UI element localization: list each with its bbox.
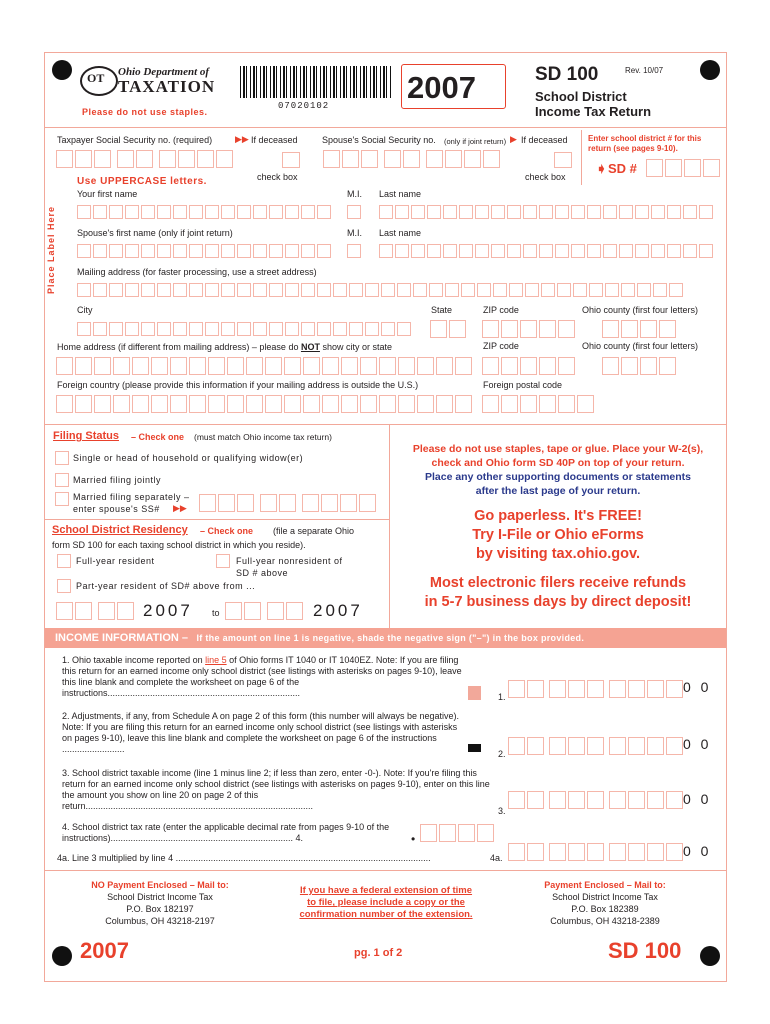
staples-notice-line2: check and Ohio form SD 40P on top of your return. <box>431 457 685 469</box>
arrow-icon: ▶▶ <box>235 134 249 144</box>
last-name-label-2: Last name <box>379 228 422 238</box>
part-year-resident-checkbox[interactable] <box>57 579 71 593</box>
line-4-text: 4. School district tax rate (enter the applicable decimal rate from pages 9-10 of the instructions)......................................................................... 4. <box>62 822 390 843</box>
filing-status-note: (must match Ohio income tax return) <box>194 432 332 442</box>
part-year-from-month-day[interactable] <box>56 602 134 620</box>
line-5-link[interactable]: line 5 <box>205 655 227 665</box>
spouse-deceased-checkbox[interactable] <box>554 152 572 168</box>
middle-initial-input[interactable] <box>347 205 361 219</box>
line-1-number: 1. <box>498 692 506 702</box>
line-1-amount-input[interactable] <box>508 680 683 698</box>
documents-notice <box>390 470 726 498</box>
single-checkbox[interactable] <box>55 451 69 465</box>
line-4a-cents: 0 0 <box>683 843 712 859</box>
page-number: pg. 1 of 2 <box>354 947 403 959</box>
line-3-amount-input[interactable] <box>508 791 683 809</box>
registration-dot-bottom-right <box>700 946 720 966</box>
home-zip-input[interactable] <box>482 357 575 375</box>
form-title-line1: School District <box>535 89 627 104</box>
no-payment-addr-2: P.O. Box 182197 <box>126 904 194 914</box>
home-address-input[interactable] <box>56 357 472 375</box>
spouse-ssn-label: Spouse's Social Security no. <box>322 135 436 145</box>
line-2-text: 2. Adjustments, if any, from Schedule A on page 2 of this form (this number will always be negative). Note: If you are filing this return for an earned income only school district (see listings with asterisks on pages 9-10), leave this line blank and complete the worksheet on page 6 of the instructions ......................... <box>62 711 460 754</box>
home-address-text-2: show city or state <box>319 342 392 352</box>
foreign-country-input[interactable] <box>56 395 472 413</box>
married-separate-label: Married filing separately – <box>73 492 190 502</box>
paperless-line1: Go paperless. It's FREE! <box>474 508 642 524</box>
spouse-ss-label: enter spouse's SS# <box>73 504 160 514</box>
spouse-first-name-input[interactable] <box>77 244 331 258</box>
spouse-middle-initial-input[interactable] <box>347 244 361 258</box>
revision: Rev. 10/07 <box>625 66 664 75</box>
agency-line2: TAXATION <box>118 77 216 96</box>
first-name-input[interactable] <box>77 205 331 219</box>
registration-dot-top-left <box>52 60 72 80</box>
if-deceased-label: If deceased <box>251 135 298 145</box>
line-1-text-b: of Ohio forms IT 1040 or IT 1040EZ. Note: If you are filing this return for an earned income only school district (see listings with asterisks on pages 9-10), leave this line blank and complete the worksheet on page 6 of the instructions............................................................................. <box>62 655 462 698</box>
payment-addr-1: School District Income Tax <box>552 892 658 902</box>
line-3-cents: 0 0 <box>683 791 712 807</box>
staples-notice-line1: Please do not use staples, tape or glue. Place your W-2(s), <box>412 443 704 455</box>
no-payment-addr-1: School District Income Tax <box>107 892 213 902</box>
residency-divider <box>44 519 389 520</box>
refund-line1: Most electronic filers receive refunds <box>429 575 687 591</box>
refund-line2: in 5-7 business days by direct deposit! <box>424 594 692 610</box>
no-payment-mail-block <box>60 879 260 927</box>
paperless-notice <box>390 507 726 564</box>
state-input[interactable] <box>430 320 466 338</box>
income-subtitle: If the amount on line 1 is negative, shade the negative sign ("–") in the box provided. <box>196 633 585 643</box>
line-4a-amount-input[interactable] <box>508 843 683 861</box>
payment-title: Payment Enclosed – Mail to: <box>544 880 666 890</box>
check-box-label: check box <box>257 172 298 182</box>
arrow-icon: ▶ <box>510 134 517 144</box>
last-name-input[interactable] <box>379 205 713 219</box>
uppercase-note: Use UPPERCASE letters. <box>77 176 207 187</box>
zip-label-2: ZIP code <box>483 341 519 351</box>
line-4a-number: 4a. <box>490 853 503 863</box>
county-label-2: Ohio county (first four letters) <box>582 341 699 351</box>
county-label: Ohio county (first four letters) <box>582 305 699 315</box>
district-note: Enter school district # for this return (see pages 9-10). <box>588 134 702 153</box>
part-year-to-year: 2007 <box>313 601 363 620</box>
to-label: to <box>212 608 220 618</box>
foreign-postal-label: Foreign postal code <box>483 380 563 390</box>
place-label-text: Place Label Here <box>46 205 56 294</box>
extension-line2: to file, please include a copy or the <box>307 897 465 908</box>
married-joint-checkbox[interactable] <box>55 473 69 487</box>
spouse-ss-input[interactable] <box>199 494 376 512</box>
home-address-not: NOT <box>300 342 320 352</box>
registration-dot-bottom-left <box>52 946 72 966</box>
payment-mail-block <box>505 879 705 927</box>
district-box <box>581 130 728 185</box>
line-1-text-a: 1. Ohio taxable income reported on <box>62 655 206 665</box>
part-year-from-year: 2007 <box>143 601 193 620</box>
city-input[interactable] <box>77 322 411 336</box>
line-2-negative-sign[interactable] <box>468 744 481 752</box>
full-year-nonresident-checkbox[interactable] <box>216 554 230 568</box>
section-divider <box>44 424 727 425</box>
line-1-text <box>62 655 466 699</box>
residency-note-2: form SD 100 for each taxing school district in which you reside). <box>52 540 306 550</box>
spouse-ssn-note: (only if joint return) <box>444 137 507 146</box>
decimal-point: • <box>411 832 416 846</box>
taxpayer-ssn-input[interactable] <box>56 150 233 168</box>
filing-status-check-one: – Check one <box>131 432 185 442</box>
year-box <box>401 64 506 109</box>
full-year-resident-label: Full-year resident <box>76 556 155 566</box>
first-name-label: Your first name <box>77 189 138 199</box>
agency-line1: Ohio Department of <box>118 66 210 78</box>
form-code: SD 100 <box>535 64 599 85</box>
staples-notice <box>390 442 726 470</box>
foreign-postal-input[interactable] <box>482 395 594 413</box>
footer-year: 2007 <box>80 938 129 963</box>
ssn-label: Taxpayer Social Security no. (required) <box>57 135 213 145</box>
home-address-label <box>57 342 392 352</box>
payment-addr-3: Columbus, OH 43218-2389 <box>550 916 660 926</box>
married-joint-label: Married filing jointly <box>73 475 162 485</box>
documents-notice-line1: Place any other supporting documents or statements <box>424 471 692 483</box>
mailing-address-label: Mailing address (for faster processing, use a street address) <box>77 267 317 277</box>
form-title-line2: Income Tax Return <box>535 104 652 119</box>
nonresident-label-1: Full-year nonresident of <box>236 556 343 566</box>
header-divider <box>44 127 727 128</box>
if-deceased-label-2: If deceased <box>521 135 568 145</box>
mailing-address-input[interactable] <box>77 283 683 297</box>
mi-label: M.I. <box>347 189 362 199</box>
part-year-resident-label: Part-year resident of SD# above from ... <box>76 581 256 591</box>
full-year-resident-checkbox[interactable] <box>57 554 71 568</box>
foreign-country-label: Foreign country (please provide this information if your mailing address is outside the U.S.) <box>57 380 419 390</box>
extension-note <box>268 885 504 921</box>
documents-notice-line2: after the last page of your return. <box>475 485 641 497</box>
no-payment-addr-3: Columbus, OH 43218-2197 <box>105 916 215 926</box>
city-label: City <box>77 305 93 315</box>
paperless-line3: by visiting tax.ohio.gov. <box>475 546 641 562</box>
line-4a-text: 4a. Line 3 multiplied by line 4 ...................................................................................................... <box>57 853 431 863</box>
spouse-first-name-label: Spouse's first name (only if joint return) <box>77 228 233 238</box>
payment-addr-2: P.O. Box 182389 <box>571 904 639 914</box>
zip-label: ZIP code <box>483 305 519 315</box>
part-year-to-month-day[interactable] <box>225 602 303 620</box>
staples-note: Please do not use staples. <box>82 107 208 117</box>
line-2-amount-input[interactable] <box>508 737 683 755</box>
spouse-ssn-input[interactable] <box>323 150 500 168</box>
line-3-number: 3. <box>498 806 506 816</box>
registration-dot-top-right <box>700 60 720 80</box>
county-input[interactable] <box>602 320 676 338</box>
residency-title: School District Residency <box>52 524 188 536</box>
line-1-cents: 0 0 <box>683 679 712 695</box>
filing-status-section <box>49 428 390 516</box>
extension-line3: confirmation number of the extension. <box>299 909 473 920</box>
state-label: State <box>431 305 453 315</box>
line-2-cents: 0 0 <box>683 736 712 752</box>
residency-check-one: – Check one <box>200 526 254 536</box>
income-title: INCOME INFORMATION – <box>55 632 189 644</box>
nonresident-label-2: SD # above <box>236 568 289 578</box>
sd-arrow-icon: ➧ <box>596 161 607 176</box>
zip-input[interactable] <box>482 320 575 338</box>
last-name-label: Last name <box>379 189 422 199</box>
ohio-seal-icon: OT <box>80 66 118 96</box>
taxpayer-deceased-checkbox[interactable] <box>282 152 300 168</box>
sd-label: SD # <box>608 161 637 176</box>
filing-status-title: Filing Status <box>53 430 119 442</box>
tax-year: 2007 <box>407 70 476 105</box>
barcode-image <box>240 66 392 98</box>
no-payment-title: NO Payment Enclosed – Mail to: <box>91 880 229 890</box>
arrow-icon: ▶▶ <box>173 503 187 513</box>
home-address-text: Home address (if different from mailing address) – please do <box>57 342 301 352</box>
married-separate-checkbox[interactable] <box>55 492 69 506</box>
extension-line1: If you have a federal extension of time <box>299 885 473 896</box>
home-county-input[interactable] <box>602 357 676 375</box>
refund-notice <box>390 574 726 612</box>
school-district-number-input[interactable] <box>646 159 720 177</box>
barcode-number: 07020102 <box>278 101 330 111</box>
income-section-header <box>45 628 726 648</box>
mail-divider <box>44 870 727 871</box>
footer-form-code: SD 100 <box>608 938 682 963</box>
line-1-negative-sign[interactable] <box>468 686 481 700</box>
line-4-rate-input[interactable] <box>420 824 494 842</box>
line-3-text: 3. School district taxable income (line 1 minus line 2; if less than zero, enter -0-). Note: If you're filing this return for an earned income only school district (see listings with asterisks on pages 9-10), enter on this line the amount you show on line 20 on page 2 of this return........................................................................................... <box>62 768 490 811</box>
spouse-last-name-input[interactable] <box>379 244 713 258</box>
check-box-label-2: check box <box>525 172 566 182</box>
mi-label-2: M.I. <box>347 228 362 238</box>
single-label: Single or head of household or qualifying widow(er) <box>73 453 304 463</box>
residency-note-1: (file a separate Ohio <box>273 526 355 536</box>
paperless-line2: Try I-File or Ohio eForms <box>472 527 644 543</box>
line-2-number: 2. <box>498 749 506 759</box>
